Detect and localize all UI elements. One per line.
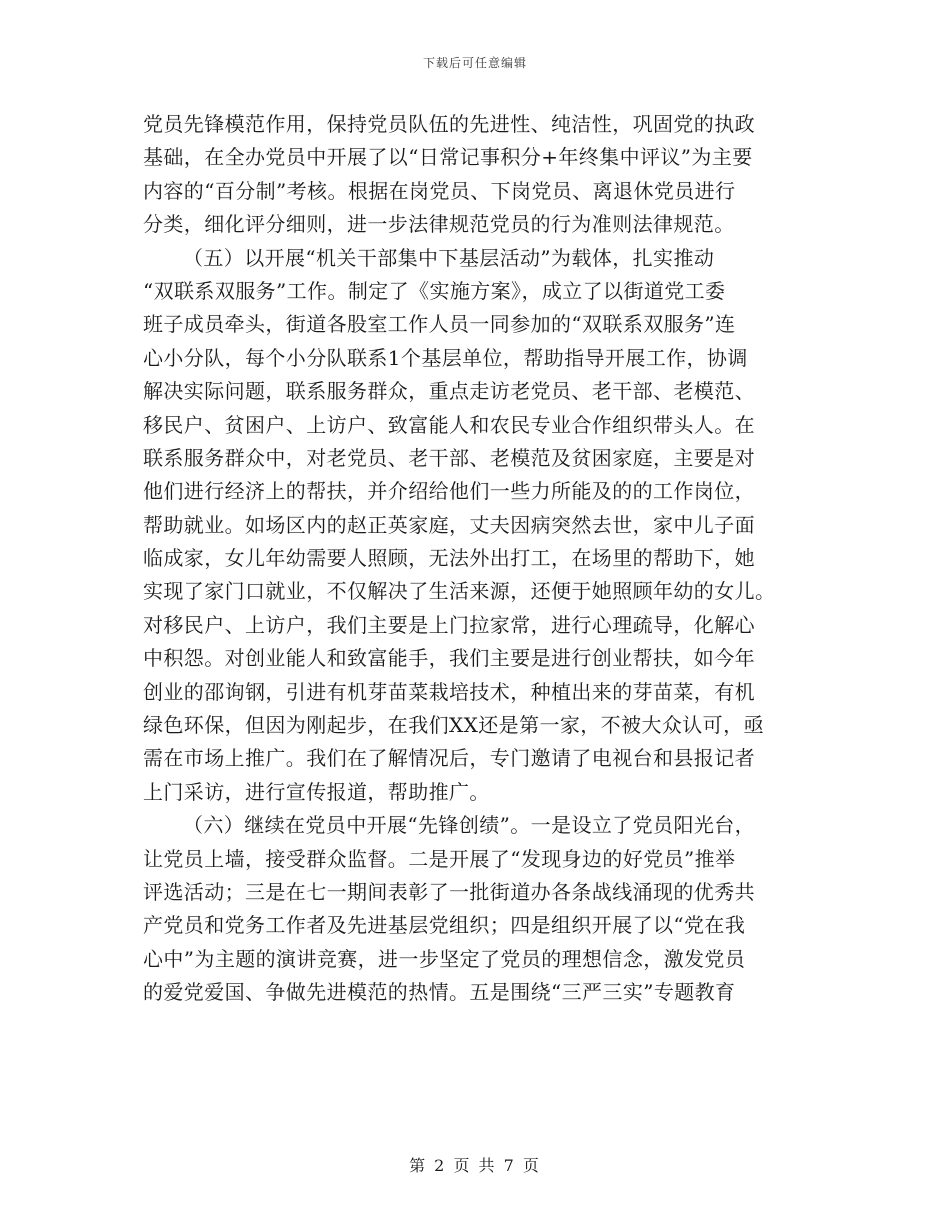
text-line: 班子成员牵头，街道各股室工作人员一同参加的“双联系双服务”连 [143,312,736,337]
text-line: 他们进行经济上的帮扶，并介绍给他们一些力所能及的的工作岗位， [143,479,755,504]
page-header: 下载后可任意编辑 [422,56,527,70]
text-line: 让党员上墙，接受群众监督。二是开展了“发现身边的好党员”推举 [143,846,736,871]
text-line: 产党员和党务工作者及先进基层党组织；四是组织开展了以“党在我 [143,913,746,938]
document-body [143,108,811,1010]
text-line: 绿色环保，但因为刚起步，在我们XX还是第一家，不被大众认可，亟 [143,713,764,738]
text-line: 中积怨。对创业能人和致富能手，我们主要是进行创业帮扶，如今年 [143,646,755,671]
text-line: 分类，细化评分细则，进一步法律规范党员的行为准则法律规范。 [143,212,735,237]
text-line: 上门采访，进行宣传报道，帮助推广。 [143,779,490,804]
text-line: 创业的邵询钢，引进有机芽苗菜栽培技术，种植出来的芽苗菜，有机 [143,679,755,704]
paragraph-start-line: （六）继续在党员中开展“先锋创绩”。一是设立了党员阳光台， [183,813,756,838]
text-line: 解决实际问题，联系服务群众，重点走访老党员、老干部、老模范、 [143,379,755,404]
text-line: 联系服务群众中，对老党员、老干部、老模范及贫困家庭，主要是对 [143,445,755,470]
page-number-footer: 第 2 页 共 7 页 [409,1156,541,1175]
paragraph-start-line: （五）以开展“机关干部集中下基层活动”为载体，扎实推动 [183,245,715,270]
text-line: 评选活动；三是在七一期间表彰了一批街道办各条战线涌现的优秀共 [143,879,755,904]
text-line: “双联系双服务”工作。制定了《实施方案》，成立了以街道党工委 [143,278,726,303]
text-line: 需在市场上推广。我们在了解情况后，专门邀请了电视台和县报记者 [143,746,755,771]
text-line: 对移民户、上访户，我们主要是上门拉家常，进行心理疏导，化解心 [143,612,755,637]
text-line: 内容的“百分制”考核。根据在岗党员、下岗党员、离退休党员进行 [143,178,736,203]
text-line: 临成家，女儿年幼需要人照顾，无法外出打工，在场里的帮助下，她 [143,546,755,571]
text-line: 心中”为主题的演讲竞赛，进一步坚定了党员的理想信念，激发党员 [143,946,746,971]
text-line: 基础，在全办党员中开展了以“日常记事积分+年终集中评议”为主要 [143,145,753,170]
text-line: 心小分队，每个小分队联系1个基层单位，帮助指导开展工作，协调 [143,345,748,370]
text-line: 移民户、贫困户、上访户、致富能人和农民专业合作组织带头人。在 [143,412,755,437]
text-line: 党员先锋模范作用，保持党员队伍的先进性、纯洁性，巩固党的执政 [143,112,755,136]
text-line: 帮助就业。如场区内的赵正英家庭，丈夫因病突然去世，家中儿子面 [143,512,755,537]
text-line: 实现了家门口就业，不仅解决了生活来源，还便于她照顾年幼的女儿。 [143,579,776,604]
text-line: 的爱党爱国、争做先进模范的热情。五是围绕“三严三实”专题教育 [143,980,736,1005]
